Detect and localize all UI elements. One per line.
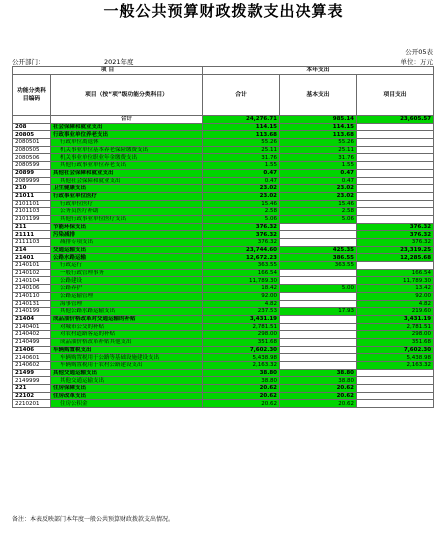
row-basic: 20.62 bbox=[280, 400, 357, 408]
table-row bbox=[13, 285, 434, 293]
row-name: 行政事业单位医疗 bbox=[51, 192, 203, 200]
table-row bbox=[13, 208, 434, 216]
row-code: 211 bbox=[13, 223, 51, 231]
row-project bbox=[357, 262, 434, 270]
form-number: 公开05表 bbox=[405, 48, 433, 56]
row-name: 公务员医疗补助 bbox=[51, 208, 203, 216]
row-total: 2.58 bbox=[203, 208, 280, 216]
row-code: 2101103 bbox=[13, 208, 51, 216]
row-total: 23.02 bbox=[203, 185, 280, 193]
row-name: 其他社会保障和就业支出 bbox=[51, 169, 203, 177]
row-project: 298.00 bbox=[357, 331, 434, 339]
project-column-header: 项目支出 bbox=[357, 75, 434, 116]
row-project: 219.60 bbox=[357, 308, 434, 316]
row-project bbox=[357, 192, 434, 200]
row-total: 23.02 bbox=[203, 192, 280, 200]
row-project bbox=[357, 123, 434, 131]
row-name: 车辆购置税用于农村公路建设支出 bbox=[51, 362, 203, 370]
row-project: 376.32 bbox=[357, 239, 434, 247]
row-code: 2140601 bbox=[13, 354, 51, 362]
page-title: 一般公共预算财政拨款支出决算表 bbox=[103, 2, 344, 20]
table-row bbox=[13, 385, 434, 393]
total-row-label: 合计 bbox=[51, 116, 203, 124]
row-code: 2080506 bbox=[13, 154, 51, 162]
row-basic bbox=[280, 315, 357, 323]
row-name: 行政运行 bbox=[51, 262, 203, 270]
row-code: 221 bbox=[13, 385, 51, 393]
row-project bbox=[357, 400, 434, 408]
row-total: 18.42 bbox=[203, 285, 280, 293]
row-total: 363.55 bbox=[203, 262, 280, 270]
row-basic bbox=[280, 323, 357, 331]
row-total: 55.26 bbox=[203, 139, 280, 147]
row-total: 38.80 bbox=[203, 377, 280, 385]
table-row bbox=[13, 131, 434, 139]
row-basic: 5.06 bbox=[280, 215, 357, 223]
row-basic: 38.80 bbox=[280, 369, 357, 377]
row-basic bbox=[280, 223, 357, 231]
row-name: 对城市公交的补贴 bbox=[51, 323, 203, 331]
row-project bbox=[357, 154, 434, 162]
row-code: 2111103 bbox=[13, 239, 51, 247]
row-project bbox=[357, 169, 434, 177]
item-group-header: 项 目 bbox=[13, 67, 203, 75]
name-column-header: 项目（按“项”级功能分类科目） bbox=[51, 75, 203, 116]
row-basic bbox=[280, 362, 357, 370]
row-total: 2,781.51 bbox=[203, 323, 280, 331]
row-code: 2140131 bbox=[13, 300, 51, 308]
row-name: 住房公积金 bbox=[51, 400, 203, 408]
row-project: 351.68 bbox=[357, 338, 434, 346]
row-name: 行政单位医疗 bbox=[51, 200, 203, 208]
row-project: 12,285.68 bbox=[357, 254, 434, 262]
total-row-basic: 985.14 bbox=[280, 116, 357, 124]
row-basic: 113.68 bbox=[280, 131, 357, 139]
table-row bbox=[13, 269, 434, 277]
row-total: 15.46 bbox=[203, 200, 280, 208]
row-name: 公路养护 bbox=[51, 285, 203, 293]
row-project bbox=[357, 200, 434, 208]
row-code: 21011 bbox=[13, 192, 51, 200]
total-row bbox=[13, 116, 434, 124]
table-row bbox=[13, 162, 434, 170]
row-project: 13.42 bbox=[357, 285, 434, 293]
row-code: 2140101 bbox=[13, 262, 51, 270]
row-project: 11,789.30 bbox=[357, 277, 434, 285]
row-code: 214 bbox=[13, 246, 51, 254]
row-total: 3,431.19 bbox=[203, 315, 280, 323]
table-row bbox=[13, 123, 434, 131]
table-row bbox=[13, 400, 434, 408]
row-code: 21404 bbox=[13, 315, 51, 323]
row-basic: 114.15 bbox=[280, 123, 357, 131]
row-code: 21499 bbox=[13, 369, 51, 377]
row-total: 0.47 bbox=[203, 177, 280, 185]
row-total: 376.32 bbox=[203, 239, 280, 247]
row-basic: 5.00 bbox=[280, 285, 357, 293]
row-basic bbox=[280, 239, 357, 247]
row-project: 4.82 bbox=[357, 300, 434, 308]
row-code: 2140402 bbox=[13, 331, 51, 339]
row-code: 2140110 bbox=[13, 292, 51, 300]
row-project: 376.32 bbox=[357, 231, 434, 239]
row-code: 2089999 bbox=[13, 177, 51, 185]
row-name: 海事管理 bbox=[51, 300, 203, 308]
row-basic: 363.55 bbox=[280, 262, 357, 270]
row-total: 376.32 bbox=[203, 223, 280, 231]
total-row-project: 23,605.57 bbox=[357, 116, 434, 124]
row-name: 其他行政事业单位养老支出 bbox=[51, 162, 203, 170]
row-name: 一般行政管理事务 bbox=[51, 269, 203, 277]
row-basic bbox=[280, 277, 357, 285]
row-basic bbox=[280, 346, 357, 354]
row-name: 污染减排 bbox=[51, 231, 203, 239]
row-name: 公路运输管理 bbox=[51, 292, 203, 300]
row-code: 21401 bbox=[13, 254, 51, 262]
row-code: 2140401 bbox=[13, 323, 51, 331]
row-project bbox=[357, 185, 434, 193]
table-row bbox=[13, 338, 434, 346]
row-project: 166.54 bbox=[357, 269, 434, 277]
total-row-total: 24,276.71 bbox=[203, 116, 280, 124]
row-total: 237.53 bbox=[203, 308, 280, 316]
table-row bbox=[13, 377, 434, 385]
row-name: 行政单位离退休 bbox=[51, 139, 203, 147]
table-row bbox=[13, 239, 434, 247]
footnote: 备注：本表反映部门本年度一般公共预算财政拨款支出情况。 bbox=[12, 516, 175, 523]
row-total: 113.68 bbox=[203, 131, 280, 139]
row-total: 12,672.23 bbox=[203, 254, 280, 262]
row-basic: 15.46 bbox=[280, 200, 357, 208]
total-column-header: 合计 bbox=[203, 75, 280, 116]
table-row bbox=[13, 231, 434, 239]
table-row bbox=[13, 277, 434, 285]
row-basic bbox=[280, 338, 357, 346]
row-project bbox=[357, 369, 434, 377]
row-name: 公路建设 bbox=[51, 277, 203, 285]
row-code: 2080501 bbox=[13, 139, 51, 147]
row-code: 210 bbox=[13, 185, 51, 193]
table-row bbox=[13, 215, 434, 223]
row-name: 交通运输支出 bbox=[51, 246, 203, 254]
fiscal-year: 2021年度 bbox=[104, 58, 134, 66]
table-row bbox=[13, 392, 434, 400]
row-name: 其他社会保障和就业支出 bbox=[51, 177, 203, 185]
row-basic: 386.55 bbox=[280, 254, 357, 262]
row-basic: 20.62 bbox=[280, 385, 357, 393]
row-name: 卫生健康支出 bbox=[51, 185, 203, 193]
row-basic: 25.11 bbox=[280, 146, 357, 154]
row-total: 351.68 bbox=[203, 338, 280, 346]
row-code: 2140106 bbox=[13, 285, 51, 293]
row-total: 20.62 bbox=[203, 400, 280, 408]
row-name: 减排专项支出 bbox=[51, 239, 203, 247]
row-name: 其他公路水路运输支出 bbox=[51, 308, 203, 316]
row-total: 5,438.98 bbox=[203, 354, 280, 362]
table-row bbox=[13, 262, 434, 270]
row-basic bbox=[280, 269, 357, 277]
row-total: 20.62 bbox=[203, 385, 280, 393]
row-name: 公路水路运输 bbox=[51, 254, 203, 262]
row-basic: 20.62 bbox=[280, 392, 357, 400]
row-code: 208 bbox=[13, 123, 51, 131]
row-name: 成品油价格改革对交通运输的补贴 bbox=[51, 315, 203, 323]
row-project bbox=[357, 208, 434, 216]
row-basic bbox=[280, 300, 357, 308]
row-total: 20.62 bbox=[203, 392, 280, 400]
row-project: 23,319.25 bbox=[357, 246, 434, 254]
row-total: 2,163.32 bbox=[203, 362, 280, 370]
row-project: 7,602.30 bbox=[357, 346, 434, 354]
table-row bbox=[13, 354, 434, 362]
row-basic: 0.47 bbox=[280, 169, 357, 177]
row-project bbox=[357, 377, 434, 385]
row-code: 2080505 bbox=[13, 146, 51, 154]
row-total: 114.15 bbox=[203, 123, 280, 131]
row-code: 2140199 bbox=[13, 308, 51, 316]
row-name: 对农村道路客运的补贴 bbox=[51, 331, 203, 339]
row-code: 2140104 bbox=[13, 277, 51, 285]
table-row bbox=[13, 223, 434, 231]
row-project bbox=[357, 131, 434, 139]
table-row bbox=[13, 323, 434, 331]
row-total: 31.76 bbox=[203, 154, 280, 162]
table-row bbox=[13, 308, 434, 316]
row-name: 节能环保支出 bbox=[51, 223, 203, 231]
row-name: 其他行政事业单位医疗支出 bbox=[51, 215, 203, 223]
table-row bbox=[13, 185, 434, 193]
row-total: 7,602.30 bbox=[203, 346, 280, 354]
table-row bbox=[13, 154, 434, 162]
row-basic: 17.93 bbox=[280, 308, 357, 316]
row-basic: 55.26 bbox=[280, 139, 357, 147]
row-project bbox=[357, 385, 434, 393]
table-row bbox=[13, 146, 434, 154]
row-name: 成品油价格改革补贴其他支出 bbox=[51, 338, 203, 346]
this-year-header: 本年支出 bbox=[203, 67, 434, 75]
row-name: 社会保障和就业支出 bbox=[51, 123, 203, 131]
row-total: 11,789.30 bbox=[203, 277, 280, 285]
row-total: 1.55 bbox=[203, 162, 280, 170]
row-code: 2149999 bbox=[13, 377, 51, 385]
table-row bbox=[13, 346, 434, 354]
amount-unit: 单位：万元 bbox=[400, 58, 433, 66]
row-total: 298.00 bbox=[203, 331, 280, 339]
row-basic: 23.02 bbox=[280, 192, 357, 200]
row-basic: 31.76 bbox=[280, 154, 357, 162]
table-row bbox=[13, 369, 434, 377]
row-project bbox=[357, 146, 434, 154]
table-row bbox=[13, 362, 434, 370]
row-code: 2101199 bbox=[13, 215, 51, 223]
row-code: 20805 bbox=[13, 131, 51, 139]
row-name: 行政事业单位养老支出 bbox=[51, 131, 203, 139]
row-basic bbox=[280, 354, 357, 362]
table-row bbox=[13, 169, 434, 177]
row-project bbox=[357, 392, 434, 400]
row-total: 376.32 bbox=[203, 231, 280, 239]
row-code: 2140499 bbox=[13, 338, 51, 346]
row-name: 住房改革支出 bbox=[51, 392, 203, 400]
row-basic: 2.58 bbox=[280, 208, 357, 216]
table-row bbox=[13, 192, 434, 200]
row-name: 机关事业单位职业年金缴费支出 bbox=[51, 154, 203, 162]
row-total: 92.00 bbox=[203, 292, 280, 300]
row-code: 22102 bbox=[13, 392, 51, 400]
row-code: 2101101 bbox=[13, 200, 51, 208]
row-name: 其他交通运输支出 bbox=[51, 377, 203, 385]
row-project bbox=[357, 162, 434, 170]
row-project bbox=[357, 139, 434, 147]
code-column-header: 功能分类科目编码 bbox=[13, 75, 51, 116]
row-total: 4.82 bbox=[203, 300, 280, 308]
table-row bbox=[13, 200, 434, 208]
row-code: 2140602 bbox=[13, 362, 51, 370]
row-total: 166.54 bbox=[203, 269, 280, 277]
row-basic: 38.80 bbox=[280, 377, 357, 385]
row-basic: 1.55 bbox=[280, 162, 357, 170]
row-name: 车辆购置税支出 bbox=[51, 346, 203, 354]
unit-label: 公开部门： bbox=[12, 58, 45, 66]
row-project bbox=[357, 215, 434, 223]
row-basic bbox=[280, 231, 357, 239]
row-code: 2210201 bbox=[13, 400, 51, 408]
table-row bbox=[13, 331, 434, 339]
table-row bbox=[13, 292, 434, 300]
expenditure-table bbox=[12, 66, 434, 408]
row-project bbox=[357, 177, 434, 185]
row-code: 21111 bbox=[13, 231, 51, 239]
basic-column-header: 基本支出 bbox=[280, 75, 357, 116]
table-row bbox=[13, 254, 434, 262]
row-total: 23,744.60 bbox=[203, 246, 280, 254]
table-row bbox=[13, 139, 434, 147]
table-row bbox=[13, 315, 434, 323]
row-total: 5.06 bbox=[203, 215, 280, 223]
row-name: 车辆购置税用于公路等基础设施建设支出 bbox=[51, 354, 203, 362]
row-basic bbox=[280, 331, 357, 339]
row-code: 2080599 bbox=[13, 162, 51, 170]
row-name: 其他交通运输支出 bbox=[51, 369, 203, 377]
row-project: 2,781.51 bbox=[357, 323, 434, 331]
row-project: 2,163.32 bbox=[357, 362, 434, 370]
table-row bbox=[13, 300, 434, 308]
row-total: 0.47 bbox=[203, 169, 280, 177]
row-project: 5,438.98 bbox=[357, 354, 434, 362]
row-total: 38.80 bbox=[203, 369, 280, 377]
row-name: 机关事业单位基本养老保险缴费支出 bbox=[51, 146, 203, 154]
row-code: 20899 bbox=[13, 169, 51, 177]
row-project: 3,431.19 bbox=[357, 315, 434, 323]
row-name: 住房保障支出 bbox=[51, 385, 203, 393]
row-project: 376.32 bbox=[357, 223, 434, 231]
row-basic: 0.47 bbox=[280, 177, 357, 185]
row-project: 92.00 bbox=[357, 292, 434, 300]
row-code: 2140102 bbox=[13, 269, 51, 277]
row-basic: 23.02 bbox=[280, 185, 357, 193]
row-code: 21406 bbox=[13, 346, 51, 354]
row-basic bbox=[280, 292, 357, 300]
row-total: 25.11 bbox=[203, 146, 280, 154]
row-basic: 425.35 bbox=[280, 246, 357, 254]
table-row bbox=[13, 246, 434, 254]
table-row bbox=[13, 177, 434, 185]
